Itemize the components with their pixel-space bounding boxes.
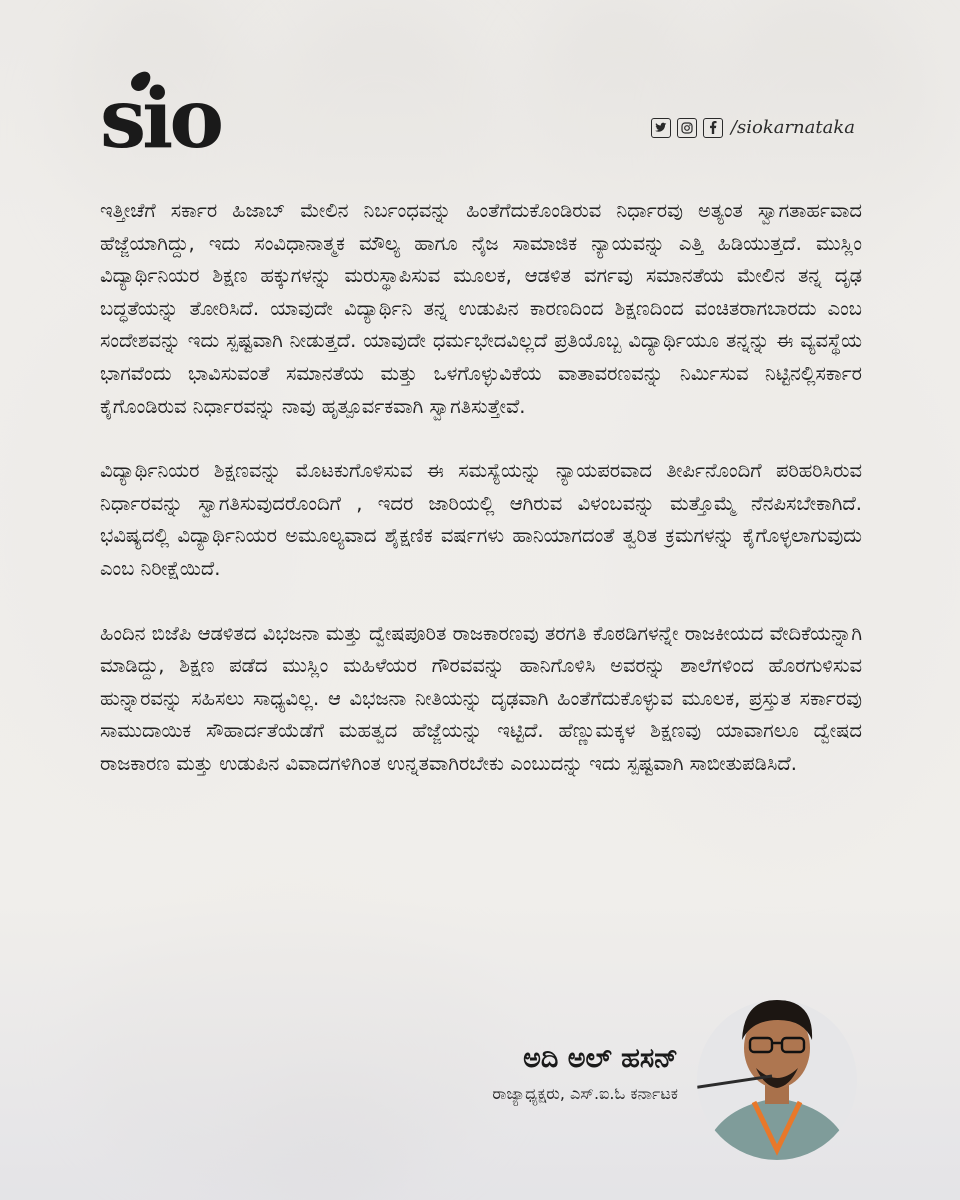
signatory-role: ರಾಜ್ಯಾಧ್ಯಕ್ಷರು, ಎಸ್.ಐ.ಓ ಕರ್ನಾಟಕ bbox=[492, 1084, 678, 1103]
paragraph-3: ಹಿಂದಿನ ಬಿಜೆಪಿ ಆಡಳಿತದ ವಿಭಜನಾ ಮತ್ತು ದ್ವೇಷಪೂರಿತ ರಾಜಕಾರಣವು ತರಗತಿ ಕೊಠಡಿಗಳನ್ನೇ ರಾಜಕೀಯದ ವೇದಿಕೆಯನ್ನಾಗಿ ಮಾಡಿದ್ದು, ಶಿಕ್ಷಣ ಪಡೆದ ಮುಸ್ಲಿಂ ಮಹಿಳೆಯರ ಗೌರವವನ್ನು ಹಾನಿಗೊಳಿಸಿ ಅವರನ್ನು ಶಾಲೆಗಳಿಂದ ಹೊರಗುಳಿಸುವ ಹುನ್ನಾರವನ್ನು ಸಹಿಸಲು ಸಾಧ್ಯವಿಲ್ಲ. ಆ ವಿಭಜನಾ ನೀತಿಯನ್ನು ದೃಢವಾಗಿ ಹಿಂತೆಗೆದುಕೊಳ್ಳುವ ಮೂಲಕ, ಪ್ರಸ್ತುತ ಸರ್ಕಾರವು ಸಾಮುದಾಯಿಕ ಸೌಹಾರ್ದತೆಯೆಡೆಗೆ ಮಹತ್ವದ ಹೆಜ್ಜೆಯನ್ನು ಇಟ್ಟಿದೆ. ಹೆಣ್ಣುಮಕ್ಕಳ ಶಿಕ್ಷಣವು ಯಾವಾಗಲೂ ದ್ವೇಷದ ರಾಜಕಾರಣ ಮತ್ತು ಉಡುಪಿನ ವಿವಾದಗಳಿಗಿಂತ ಉನ್ನತವಾಗಿರಬೇಕು ಎಂಬುದನ್ನು ಇದು ಸ್ಪಷ್ಟವಾಗಿ ಸಾಬೀತುಪಡಿಸಿದೆ. bbox=[100, 621, 862, 775]
twitter-icon[interactable] bbox=[651, 118, 671, 138]
signatory-name: ಅದಿ ಅಲ್ ಹಸನ್ bbox=[523, 1043, 678, 1074]
signatory-portrait bbox=[692, 980, 862, 1160]
instagram-icon[interactable] bbox=[677, 118, 697, 138]
social-handle[interactable]: /siokarnataka bbox=[730, 117, 855, 138]
sio-logo bbox=[100, 70, 250, 170]
social-links bbox=[651, 117, 855, 138]
statement-body bbox=[100, 195, 862, 813]
facebook-icon[interactable] bbox=[703, 118, 723, 138]
paragraph-2: ವಿದ್ಯಾರ್ಥಿನಿಯರ ಶಿಕ್ಷಣವನ್ನು ಮೊಟಕುಗೊಳಿಸುವ ಈ ಸಮಸ್ಯೆಯನ್ನು ನ್ಯಾಯಪರವಾದ ತೀರ್ಪಿನೊಂದಿಗೆ ಪರಿಹರಿಸಿರುವ ನಿರ್ಧಾರವನ್ನು ಸ್ವಾಗತಿಸುವುದರೊಂದಿಗೆ , ಇದರ ಜಾರಿಯಲ್ಲಿ ಆಗಿರುವ ವಿಳಂಬವನ್ನು ಮತ್ತೊಮ್ಮೆ ನೆನಪಿಸಬೇಕಾಗಿದೆ. ಭವಿಷ್ಯದಲ್ಲಿ ವಿದ್ಯಾರ್ಥಿನಿಯರ ಅಮೂಲ್ಯವಾದ ಶೈಕ್ಷಣಿಕ ವರ್ಷಗಳು ಹಾನಿಯಾಗದಂತೆ ತ್ವರಿತ ಕ್ರಮಗಳನ್ನು ಕೈಗೊಳ್ಳಲಾಗುವುದು ಎಂಬ ನಿರೀಕ್ಷೆಯಿದೆ. bbox=[100, 459, 862, 580]
paragraph-1: ಇತ್ತೀಚೆಗೆ ಸರ್ಕಾರ ಹಿಜಾಬ್ ಮೇಲಿನ ನಿರ್ಬಂಧವನ್ನು ಹಿಂತೆಗೆದುಕೊಂಡಿರುವ ನಿರ್ಧಾರವು ಅತ್ಯಂತ ಸ್ವಾಗತಾರ್ಹವಾದ ಹೆಜ್ಜೆಯಾಗಿದ್ದು, ಇದು ಸಂವಿಧಾನಾತ್ಮಕ ಮೌಲ್ಯ ಹಾಗೂ ನೈಜ ಸಾಮಾಜಿಕ ನ್ಯಾಯವನ್ನು ಎತ್ತಿ ಹಿಡಿಯುತ್ತದೆ. ಮುಸ್ಲಿಂ ವಿದ್ಯಾರ್ಥಿನಿಯರ ಶಿಕ್ಷಣ ಹಕ್ಕುಗಳನ್ನು ಮರುಸ್ಥಾಪಿಸುವ ಮೂಲಕ, ಆಡಳಿತ ವರ್ಗವು ಸಮಾನತೆಯ ಮೇಲಿನ ತನ್ನ ದೃಢ ಬದ್ಧತೆಯನ್ನು ತೋರಿಸಿದೆ. ಯಾವುದೇ ವಿದ್ಯಾರ್ಥಿನಿ ತನ್ನ ಉಡುಪಿನ ಕಾರಣದಿಂದ ಶಿಕ್ಷಣದಿಂದ ವಂಚಿತರಾಗಬಾರದು ಎಂಬ ಸಂದೇಶವನ್ನು ಇದು ಸ್ಪಷ್ಟವಾಗಿ ನೀಡುತ್ತದೆ. ಯಾವುದೇ ಧರ್ಮಭೇದವಿಲ್ಲದೆ ಪ್ರತಿಯೊಬ್ಬ ವಿದ್ಯಾರ್ಥಿಯೂ ತನ್ನನ್ನು ಈ ವ್ಯವಸ್ಥೆಯ ಭಾಗವೆಂದು ಭಾವಿಸುವಂತೆ ಸಮಾನತೆಯ ಮತ್ತು ಒಳಗೊಳ್ಳುವಿಕೆಯ ವಾತಾವರಣವನ್ನು ನಿರ್ಮಿಸುವ ನಿಟ್ಟಿನಲ್ಲಿಸರ್ಕಾರ ಕೈಗೊಂಡಿರುವ ನಿರ್ಧಾರವನ್ನು ನಾವು ಹೃತ್ಪೂರ್ವಕವಾಗಿ ಸ್ವಾಗತಿಸುತ್ತೇವೆ. bbox=[100, 199, 862, 418]
logo-wordmark: sio bbox=[100, 71, 221, 167]
